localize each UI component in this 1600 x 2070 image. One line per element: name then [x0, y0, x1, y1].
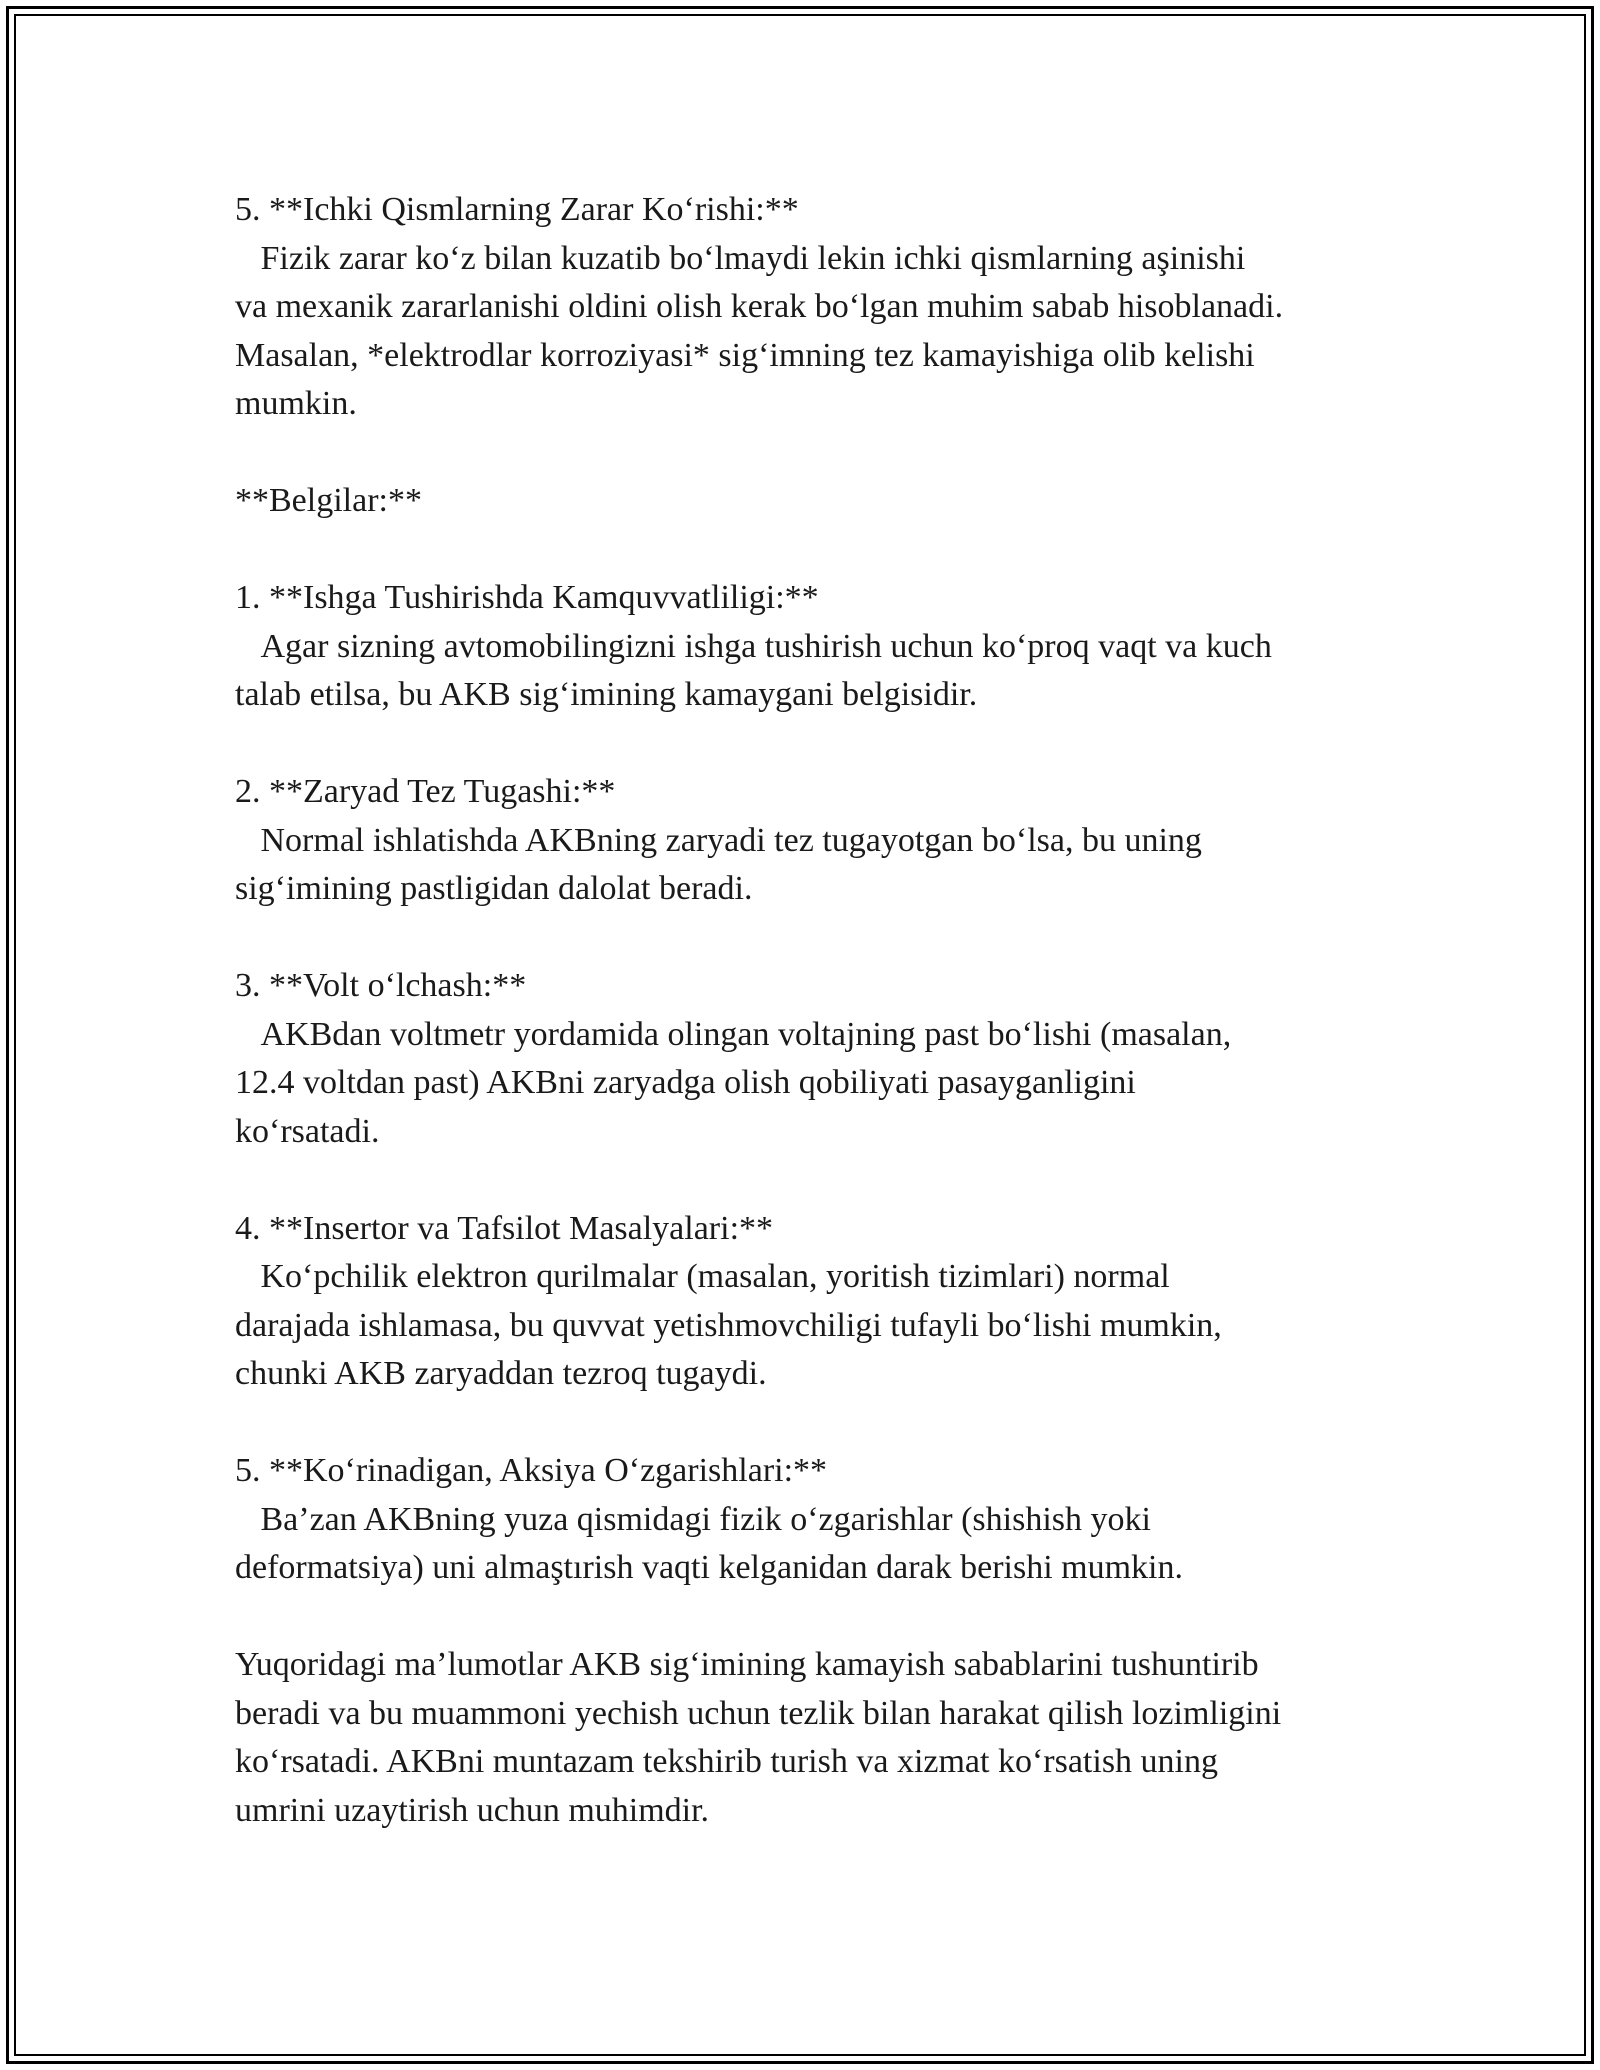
paragraph-gap — [235, 914, 1395, 963]
section-heading: 3. **Volt o‘lchash:** — [235, 967, 527, 1004]
section-conclusion — [235, 1641, 1395, 1835]
section-heading: 2. **Zaryad Tez Tugashi:** — [235, 773, 616, 810]
section-text: Agar sizning avtomobilingizni ishga tushirish uchun ko‘proq vaqt va kuch talab etilsa, bu AKB sig‘imining kamaygani belgisidir. — [235, 627, 1272, 713]
section-heading: 1. **Ishga Tushirishda Kamquvvatliligi:** — [235, 579, 819, 616]
section-sign-2 — [235, 768, 1395, 914]
paragraph-gap — [235, 1593, 1395, 1642]
paragraph-gap — [235, 720, 1395, 769]
section-text: Ko‘pchilik elektron qurilmalar (masalan, yoritish tizimlari) normal darajada ishlamasa, bu quvvat yetishmovchiligi tufayli bo‘lishi mumkin, chunki AKB zaryaddan tezroq tugaydi. — [235, 1258, 1222, 1392]
section-heading: **Belgilar:** — [235, 482, 422, 519]
document-body — [235, 186, 1395, 1835]
paragraph-gap — [235, 1399, 1395, 1448]
section-heading: 5. **Ko‘rinadigan, Aksiya O‘zgarishlari:** — [235, 1452, 828, 1489]
conclusion-text: Yuqoridagi ma’lumotlar AKB sig‘imining kamayish sabablarini tushuntirib beradi va bu muammoni yechish uchun tezlik bilan harakat qilish lozimligini ko‘rsatadi. AKBni muntazam tekshirib turish va xizmat ko‘rsatish uning umrini uzaytirish uchun muhimdir. — [235, 1646, 1282, 1829]
section-internal-damage — [235, 186, 1395, 429]
section-sign-1 — [235, 574, 1395, 720]
section-sign-4 — [235, 1205, 1395, 1399]
section-signs — [235, 477, 1395, 526]
paragraph-gap — [235, 526, 1395, 575]
section-heading: 4. **Insertor va Tafsilot Masalyalari:** — [235, 1209, 774, 1247]
section-sign-5 — [235, 1447, 1395, 1593]
section-text: AKBdan voltmetr yordamida olingan voltajning past bo‘lishi (masalan, 12.4 voltdan past) AKBni zaryadga olish qobiliyati pasayganligini ko‘rsatadi. — [235, 1015, 1232, 1150]
paragraph-gap — [235, 1156, 1395, 1205]
section-text: Normal ishlatishda AKBning zaryadi tez tugayotgan bo‘lsa, bu uning sig‘imining pastligidan dalolat beradi. — [235, 821, 1202, 907]
paragraph-gap — [235, 429, 1395, 478]
section-text: Fizik zarar ko‘z bilan kuzatib bo‘lmaydi lekin ichki qismlarning aşinishi va mexanik zararlanishi oldini olish kerak bo‘lgan muhim sabab hisoblanadi. Masalan, *elektrodlar korroziyasi* sig‘imning tez kamayishiga olib kelishi mumkin. — [235, 239, 1284, 422]
section-text: Ba’zan AKBning yuza qismidagi fizik o‘zgarishlar (shishish yoki deformatsiya) uni almaştırish vaqti kelganidan darak berishi mumkin. — [235, 1500, 1183, 1586]
section-heading: 5. **Ichki Qismlarning Zarar Ko‘rishi:** — [235, 191, 799, 228]
section-sign-3 — [235, 962, 1395, 1156]
